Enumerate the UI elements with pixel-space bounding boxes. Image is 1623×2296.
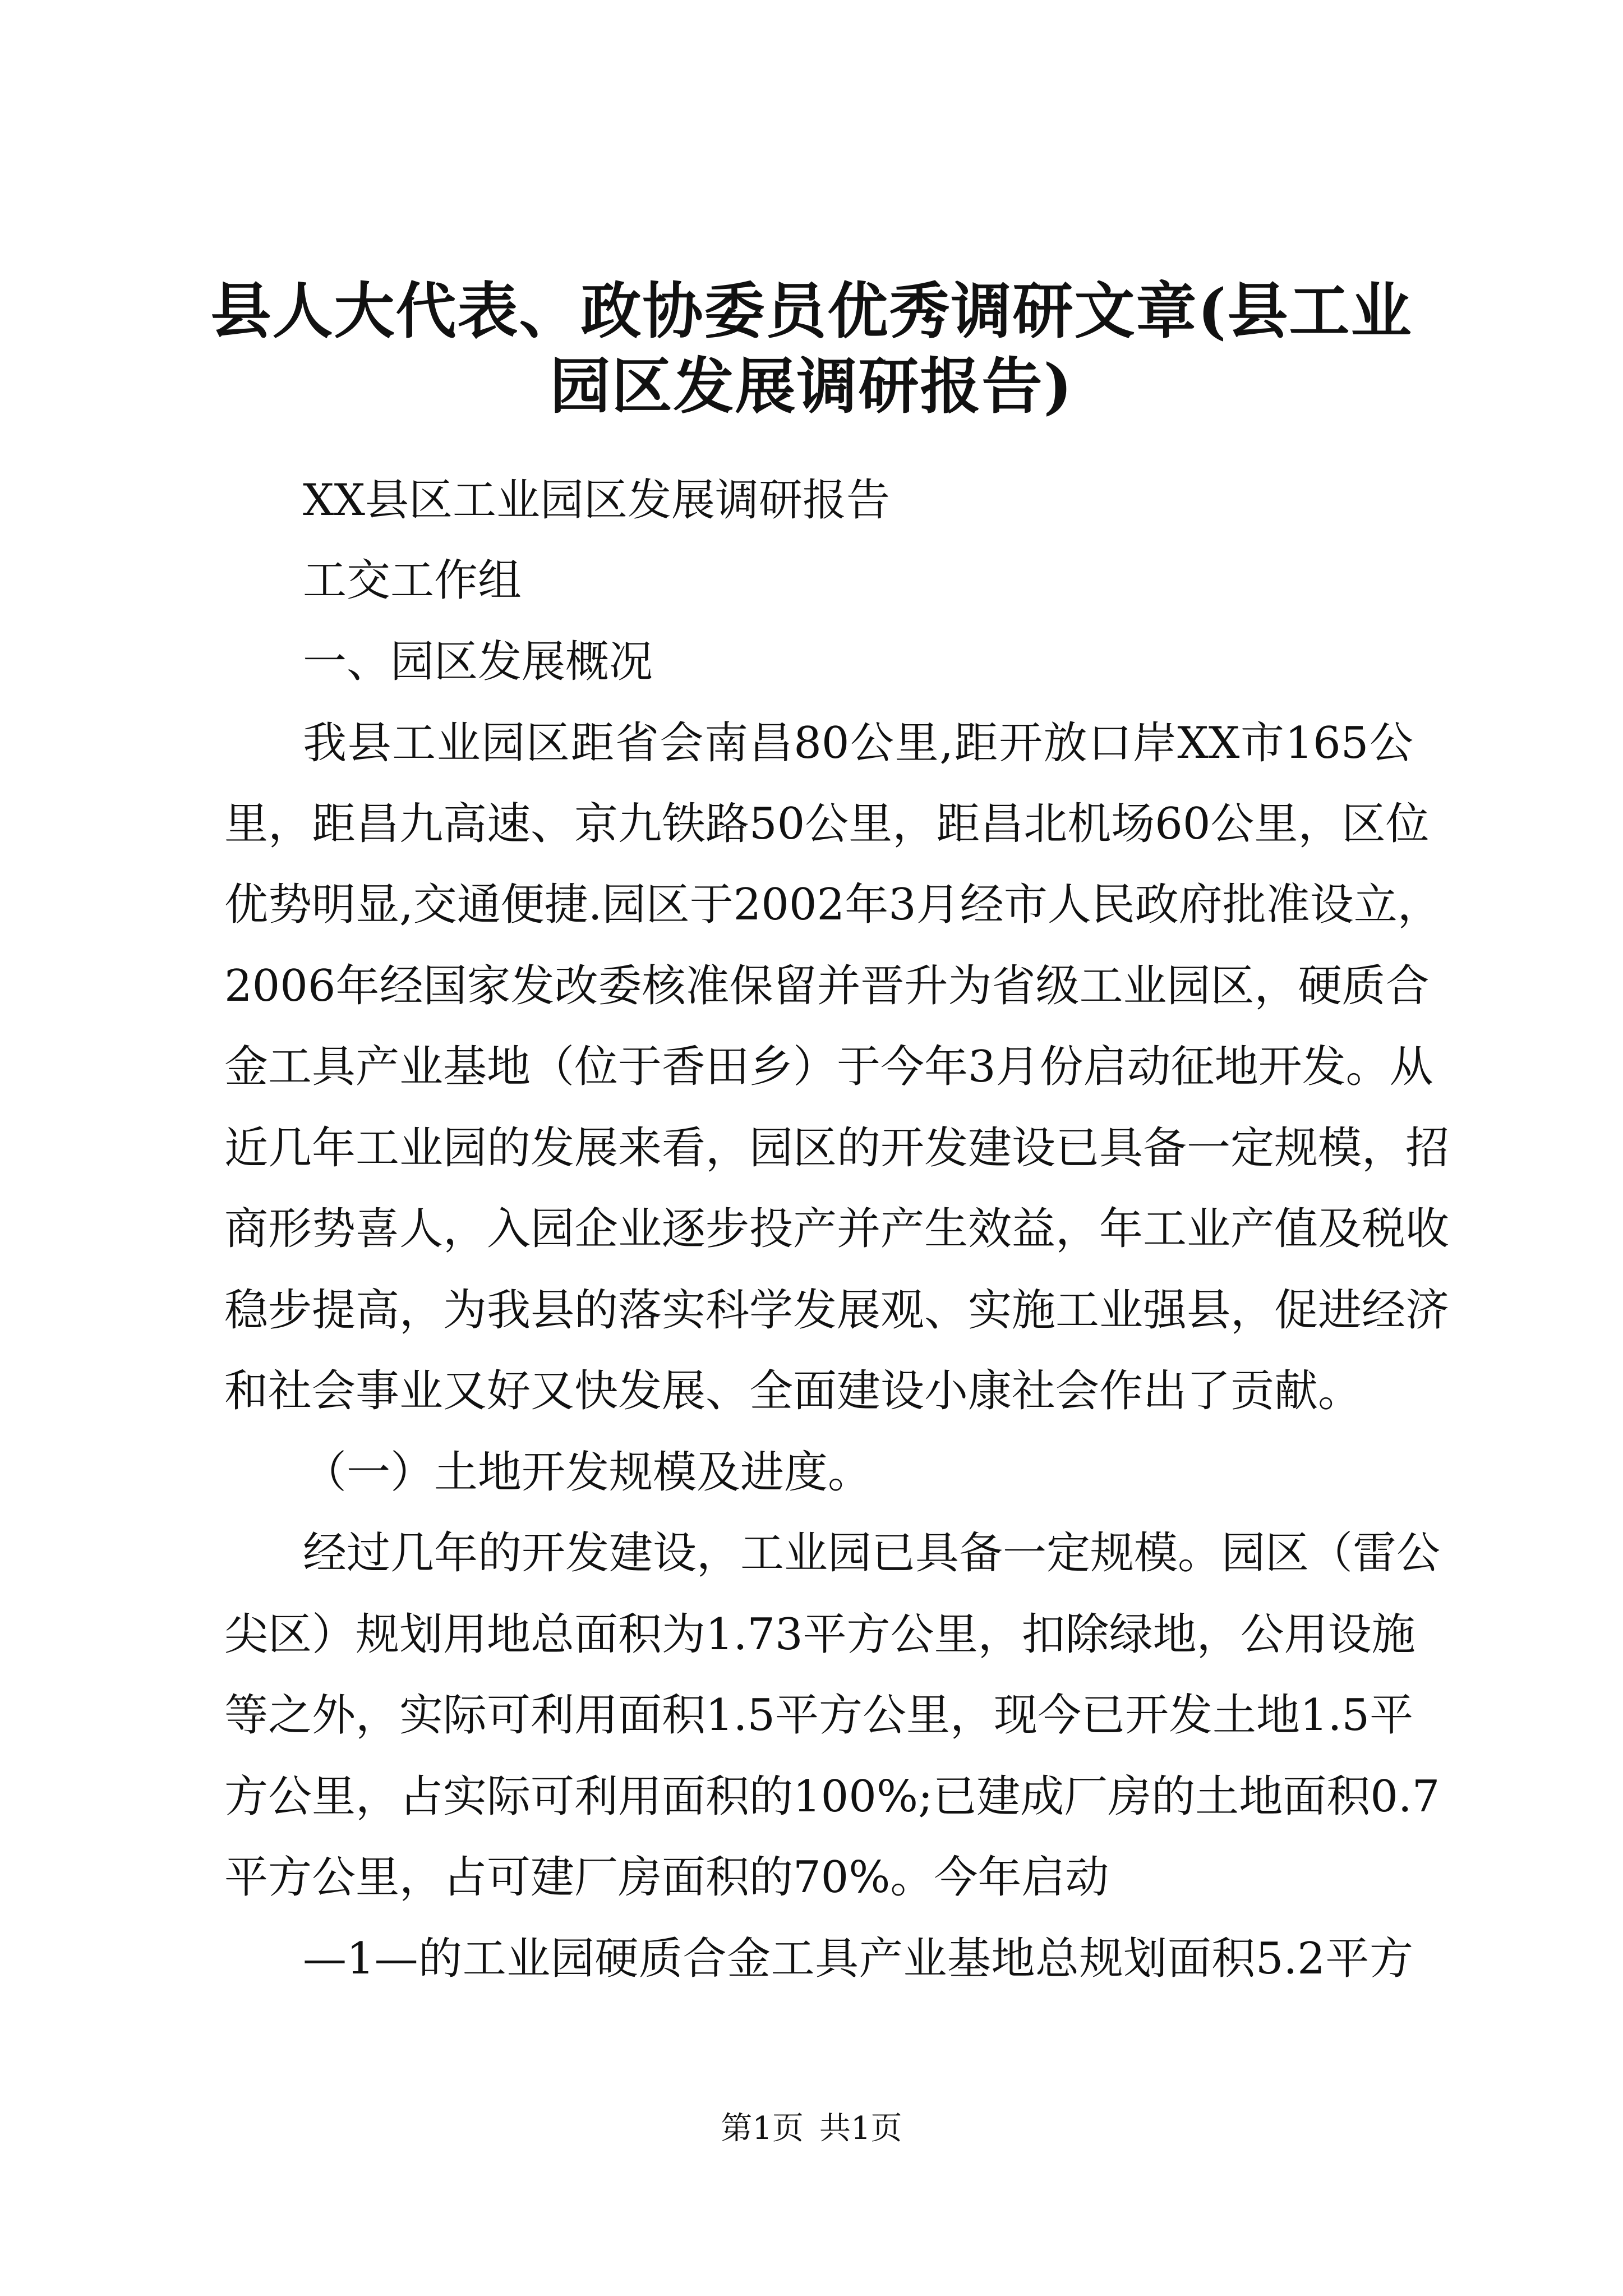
paragraph-line: 等之外，实际可利用面积1.5平方公里，现今已开发土地1.5平 xyxy=(224,1690,1414,1741)
paragraph-line: 和社会事业又好又快发展、全面建设小康社会作出了贡献。 xyxy=(224,1366,1362,1416)
page-total: 共1页 xyxy=(819,2110,902,2147)
paragraph-line: 尖区）规划用地总面积为1.73平方公里，扣除绿地，公用设施 xyxy=(224,1609,1415,1660)
author-group: 工交工作组 xyxy=(303,555,522,606)
paragraph-line: 稳步提高，为我县的落实科学发展观、实施工业强县，促进经济 xyxy=(224,1285,1450,1336)
paragraph-line: 方公里，占实际可利用面积的100%;已建成厂房的土地面积0.7 xyxy=(224,1772,1440,1822)
page-footer xyxy=(0,2109,1623,2148)
paragraph-line: 近几年工业园的发展来看，园区的开发建设已具备一定规模，招 xyxy=(224,1123,1450,1174)
paragraph-line: 金工具产业基地（位于香田乡）于今年3月份启动征地开发。从 xyxy=(224,1042,1433,1092)
section-heading-1: 一、园区发展概况 xyxy=(303,637,653,687)
paragraph-line: 优势明显,交通便捷.园区于2002年3月经市人民政府批准设立， xyxy=(224,880,1441,930)
paragraph-line: 我县工业园区距省会南昌80公里,距开放口岸XX市165公 xyxy=(303,718,1413,769)
paragraph-line: 经过几年的开发建设，工业园已具备一定规模。园区（雷公 xyxy=(303,1528,1441,1579)
report-title: XX县区工业园区发展调研报告 xyxy=(303,475,891,526)
paragraph-line: 商形势喜人，入园企业逐步投产并产生效益，年工业产值及税收 xyxy=(224,1204,1450,1254)
subsection-heading: （一）土地开发规模及进度。 xyxy=(303,1447,872,1498)
paragraph-line: 里，距昌九高速、京九铁路50公里，距昌北机场60公里，区位 xyxy=(224,799,1430,849)
document-title-line-1: 县人大代表、政协委员优秀调研文章(县工业 xyxy=(210,276,1413,347)
paragraph-line: 平方公里，占可建厂房面积的70%。今年启动 xyxy=(224,1852,1109,1903)
document-title-line-2: 园区发展调研报告) xyxy=(550,351,1073,422)
paragraph-line: —1—的工业园硬质合金工具产业基地总规划面积5.2平方 xyxy=(303,1934,1413,1984)
page-number: 第1页 xyxy=(721,2110,804,2147)
paragraph-line: 2006年经国家发改委核准保留并晋升为省级工业园区，硬质合 xyxy=(224,961,1430,1011)
